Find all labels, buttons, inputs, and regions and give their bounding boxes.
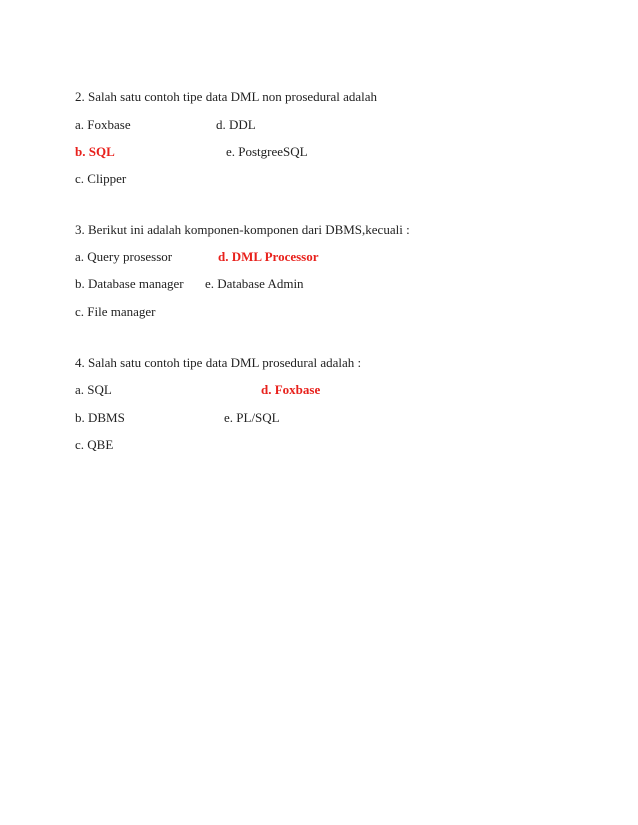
question-2-prompt: 2. Salah satu contoh tipe data DML non prosedural adalah <box>75 89 378 104</box>
question-2-option-e: e. PostgreeSQL <box>226 144 308 159</box>
question-4-prompt: 4. Salah satu contoh tipe data DML prosedural adalah : <box>75 355 362 370</box>
question-4-option-b: b. DBMS <box>75 410 125 425</box>
question-3-option-c: c. File manager <box>75 304 156 319</box>
question-4-option-e: e. PL/SQL <box>224 410 280 425</box>
question-3-prompt: 3. Berikut ini adalah komponen-komponen dari DBMS,kecuali : <box>75 222 410 237</box>
question-2-option-c: c. Clipper <box>75 171 127 186</box>
question-3-option-b: b. Database manager <box>75 276 184 291</box>
question-4-option-c: c. QBE <box>75 437 114 452</box>
question-3-option-d-correct: d. DML Processor <box>218 249 319 264</box>
question-4-option-d-correct: d. Foxbase <box>261 382 321 397</box>
question-2-option-a: a. Foxbase <box>75 117 131 132</box>
question-2-option-b-correct: b. SQL <box>75 144 115 159</box>
question-2-option-d: d. DDL <box>216 117 256 132</box>
question-3-option-e: e. Database Admin <box>205 276 304 291</box>
question-4-option-a: a. SQL <box>75 382 112 397</box>
question-3-option-a: a. Query prosessor <box>75 249 173 264</box>
